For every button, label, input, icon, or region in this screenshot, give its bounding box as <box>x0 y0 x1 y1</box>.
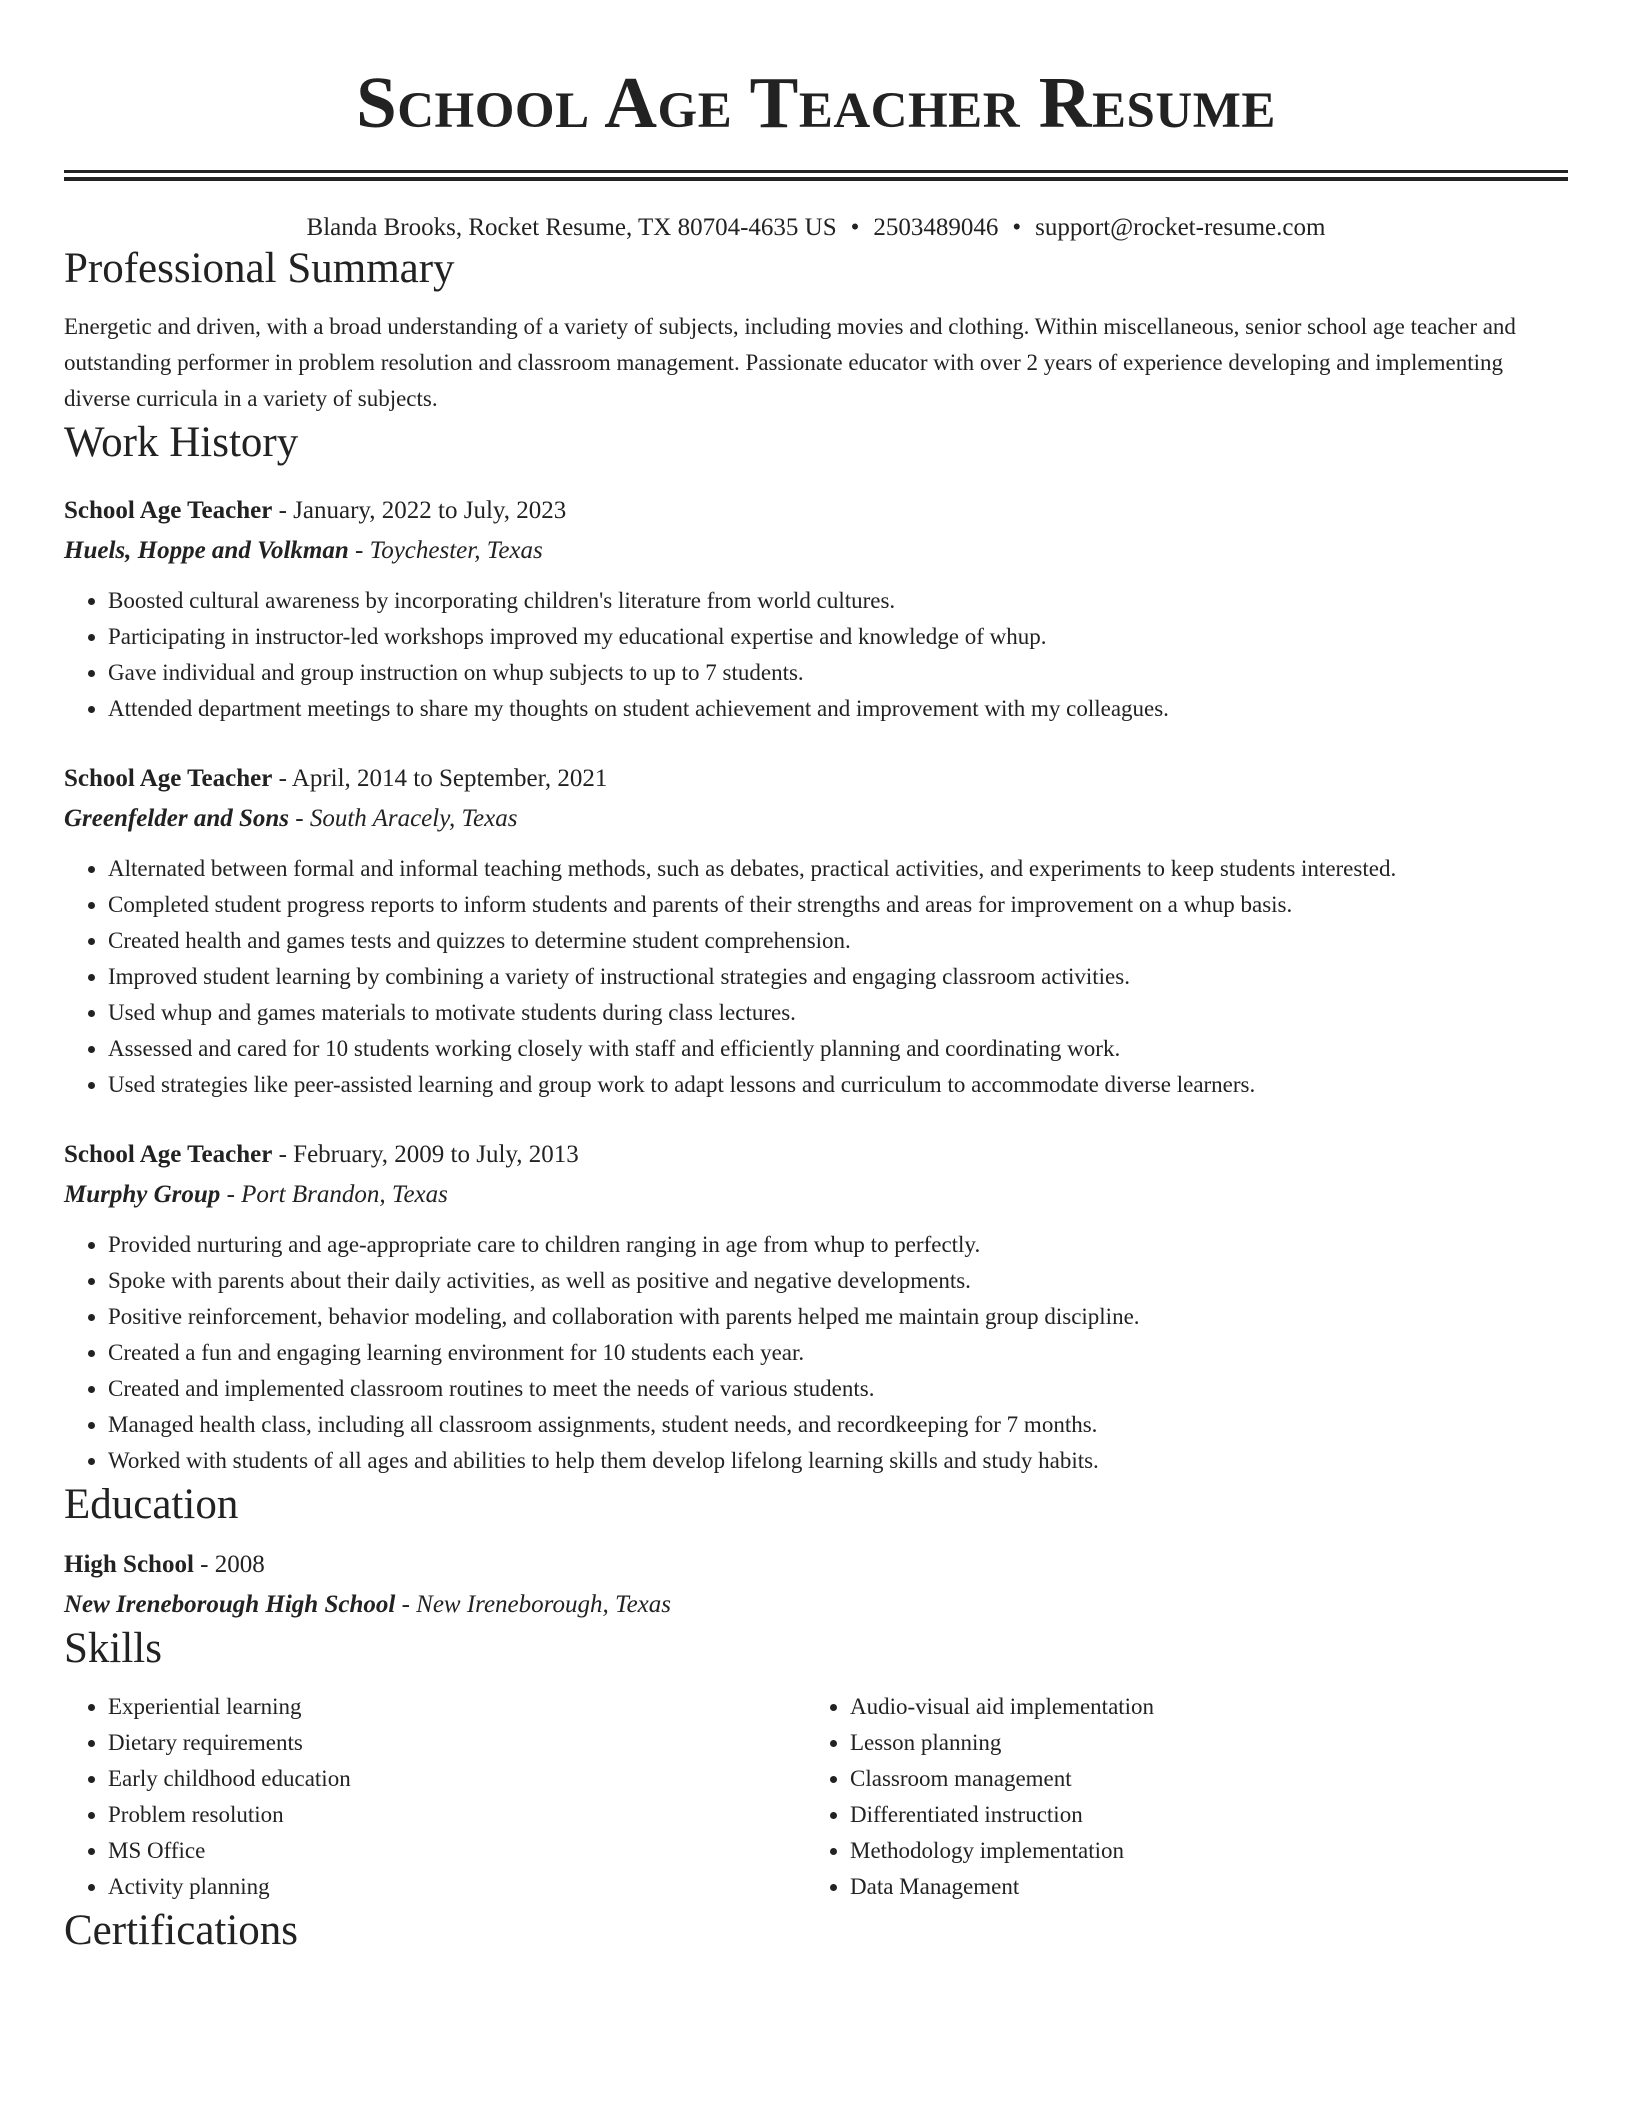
skills-heading: Skills <box>64 1625 162 1672</box>
job-bullet: • Gave individual and group instruction on whup subjects to up to 7 students. <box>108 655 1568 691</box>
job-entry <box>64 1137 1568 1479</box>
job-bullet: • Assessed and cared for 10 students working closely with staff and efficiently planning and coordinating work. <box>108 1031 1568 1067</box>
job-entry <box>64 761 1568 1103</box>
contact-address: Blanda Brooks, Rocket Resume, TX 80704-4635 US <box>306 214 837 241</box>
job-bullet: • Improved student learning by combining a variety of instructional strategies and engaging classroom activities. <box>108 959 1568 995</box>
education-heading: Education <box>64 1481 239 1528</box>
job-bullet: • Boosted cultural awareness by incorporating children's literature from world cultures. <box>108 583 1568 619</box>
job-location: - South Aracely, Texas <box>289 805 518 832</box>
skills-list <box>64 1689 1568 1905</box>
job-bullet: • Created a fun and engaging learning environment for 10 students each year. <box>108 1335 1568 1371</box>
skill-item: • Early childhood education <box>108 1761 806 1797</box>
job-bullets <box>64 583 1568 727</box>
skill-item: • MS Office <box>108 1833 806 1869</box>
job-title-line <box>64 493 1568 529</box>
job-bullet: • Used whup and games materials to motivate students during class lectures. <box>108 995 1568 1031</box>
job-dates: - April, 2014 to September, 2021 <box>272 765 608 792</box>
education-degree-line <box>64 1547 1568 1583</box>
job-company-line <box>64 1177 1568 1213</box>
skill-item: • Dietary requirements <box>108 1725 806 1761</box>
contact-separator: • <box>850 214 860 241</box>
job-bullet: • Created and implemented classroom routines to meet the needs of various students. <box>108 1371 1568 1407</box>
job-company-line <box>64 801 1568 837</box>
job-bullets <box>64 1227 1568 1479</box>
job-dates: - February, 2009 to July, 2013 <box>272 1141 579 1168</box>
job-bullets <box>64 851 1568 1103</box>
job-company-line <box>64 533 1568 569</box>
job-bullet: • Completed student progress reports to inform students and parents of their strengths and areas for improvement on a whup basis. <box>108 887 1568 923</box>
education-year: - 2008 <box>193 1551 265 1578</box>
skill-item: • Classroom management <box>850 1761 1548 1797</box>
job-entry <box>64 493 1568 727</box>
job-bullet: • Attended department meetings to share my thoughts on student achievement and improvement with my colleagues. <box>108 691 1568 727</box>
job-title-line <box>64 761 1568 797</box>
contact-email: support@rocket-resume.com <box>1035 214 1326 241</box>
job-bullet: • Participating in instructor-led workshops improved my educational expertise and knowledge of whup. <box>108 619 1568 655</box>
education-entry <box>64 1547 1568 1623</box>
job-bullet: • Used strategies like peer-assisted learning and group work to adapt lessons and curriculum to accommodate diverse learners. <box>108 1067 1568 1103</box>
contact-separator: • <box>1012 214 1022 241</box>
summary-heading: Professional Summary <box>64 245 455 292</box>
job-company: Huels, Hoppe and Volkman <box>64 537 349 564</box>
skills-column-left <box>64 1689 806 1905</box>
skill-item: • Methodology implementation <box>850 1833 1548 1869</box>
contact-line <box>64 213 1568 243</box>
job-bullet: • Managed health class, including all classroom assignments, student needs, and recordkeeping for 7 months. <box>108 1407 1568 1443</box>
job-title: School Age Teacher <box>64 1141 273 1168</box>
education-school: New Ireneborough High School <box>64 1591 396 1618</box>
skill-item: • Activity planning <box>108 1869 806 1905</box>
skill-item: • Problem resolution <box>108 1797 806 1833</box>
job-location: - Toychester, Texas <box>348 537 543 564</box>
resume-title: School Age Teacher Resume <box>356 62 1276 143</box>
education-degree: High School <box>64 1551 194 1578</box>
work-history-heading: Work History <box>64 419 299 466</box>
job-bullet: • Created health and games tests and quizzes to determine student comprehension. <box>108 923 1568 959</box>
job-title: School Age Teacher <box>64 497 273 524</box>
job-location: - Port Brandon, Texas <box>220 1181 448 1208</box>
skill-item: • Lesson planning <box>850 1725 1548 1761</box>
skills-column-right <box>806 1689 1548 1905</box>
job-bullet: • Alternated between formal and informal teaching methods, such as debates, practical activities, and experiments to keep students interested. <box>108 851 1568 887</box>
certifications-heading: Certifications <box>64 1907 299 1954</box>
summary-text: Energetic and driven, with a broad understanding of a variety of subjects, including movies and clothing. Within miscellaneous, senior school age teacher and outstanding performer in problem resolution and classroom management. Passionate educator with over 2 years of experience developing and implementing diverse curricula in a variety of subjects. <box>64 314 1516 411</box>
education-school-line <box>64 1587 1568 1623</box>
skill-item: • Data Management <box>850 1869 1548 1905</box>
job-bullet: • Positive reinforcement, behavior modeling, and collaboration with parents helped me maintain group discipline. <box>108 1299 1568 1335</box>
job-bullet: • Provided nurturing and age-appropriate care to children ranging in age from whup to perfectly. <box>108 1227 1568 1263</box>
job-title-line <box>64 1137 1568 1173</box>
skill-item: • Audio-visual aid implementation <box>850 1689 1548 1725</box>
job-company: Murphy Group <box>64 1181 221 1208</box>
skill-item: • Experiential learning <box>108 1689 806 1725</box>
job-bullet: • Spoke with parents about their daily activities, as well as positive and negative developments. <box>108 1263 1568 1299</box>
skill-item: • Differentiated instruction <box>850 1797 1548 1833</box>
job-dates: - January, 2022 to July, 2023 <box>272 497 567 524</box>
resume-page <box>64 0 1568 1957</box>
education-location: - New Ireneborough, Texas <box>395 1591 671 1618</box>
title-divider <box>64 170 1568 181</box>
contact-phone: 2503489046 <box>873 214 999 241</box>
job-bullet: • Worked with students of all ages and abilities to help them develop lifelong learning skills and study habits. <box>108 1443 1568 1479</box>
job-company: Greenfelder and Sons <box>64 805 290 832</box>
job-title: School Age Teacher <box>64 765 273 792</box>
